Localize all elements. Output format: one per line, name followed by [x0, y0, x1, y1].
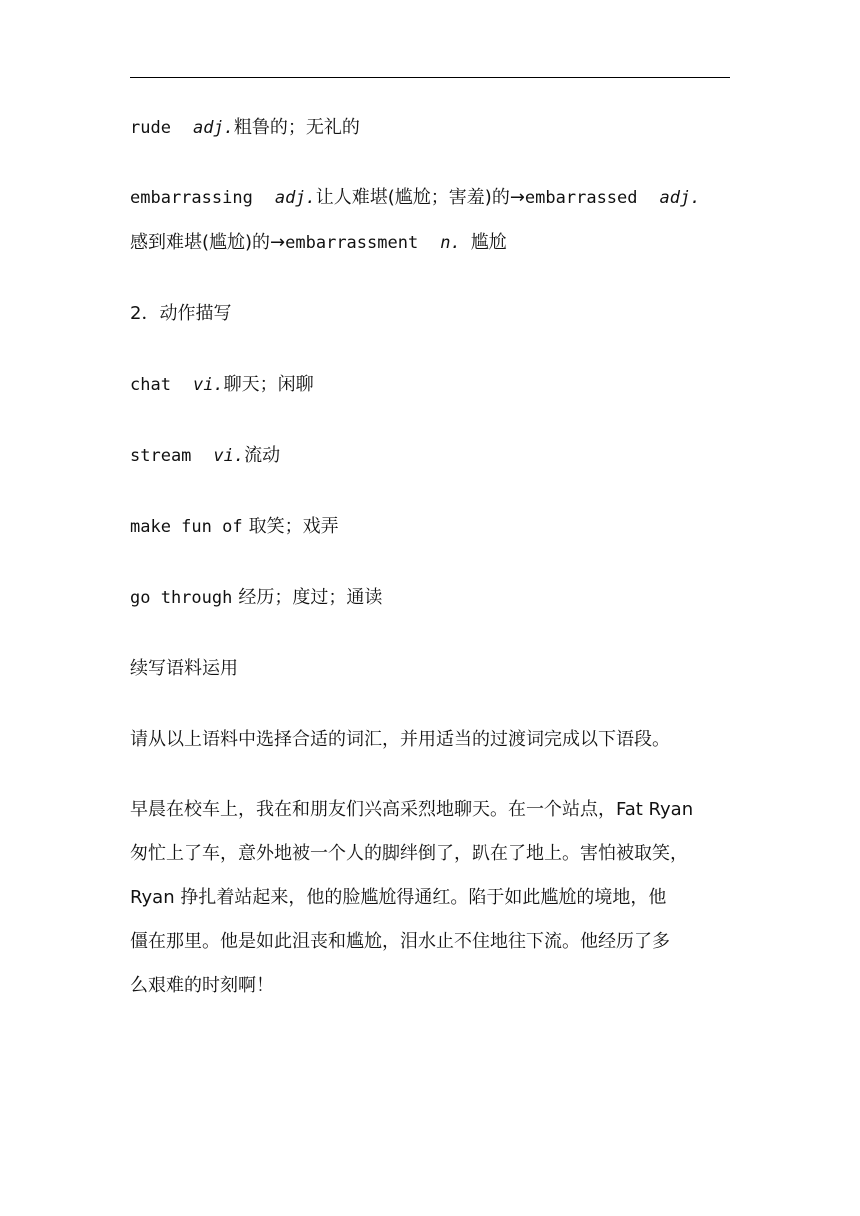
header-rule [130, 77, 730, 78]
vocab-meaning: 聊天；闲聊 [223, 374, 314, 395]
vocab-meaning: 流动 [244, 445, 281, 466]
phrase-meaning: 经历；度过；通读 [238, 587, 383, 608]
paragraph-line: 僵在那里。他是如此沮丧和尴尬，泪水止不住地往下流。他经历了多 [130, 931, 670, 952]
phrase: make fun of [130, 517, 243, 537]
section-heading: 2．动作描写 [130, 303, 232, 324]
vocab-word: stream [130, 446, 192, 466]
paragraph-line: Ryan 挣扎着站起来，他的脸尴尬得通红。陷于如此尴尬的境地，他 [130, 887, 667, 908]
part-of-speech: adj. [192, 118, 234, 138]
part-of-speech: adj. [659, 188, 701, 208]
phrase: go through [130, 588, 233, 608]
part-of-speech: adj. [274, 188, 316, 208]
vocab-word: embarrassing [130, 188, 253, 208]
paragraph-line: 早晨在校车上，我在和朋友们兴高采烈地聊天。在一个站点，Fat Ryan [130, 799, 694, 820]
paragraph-line: 么艰难的时刻啊！ [130, 975, 274, 996]
vocab-meaning: 尴尬 [470, 232, 507, 253]
practice-paragraph [130, 795, 730, 1015]
vocab-word: rude [130, 118, 171, 138]
vocab-entry-embarrassing [130, 186, 730, 210]
practice-heading: 续写语料运用 [130, 658, 238, 679]
vocab-entry-stream [130, 444, 730, 468]
vocab-entry-chat [130, 373, 730, 397]
vocab-entry-embarrassing-cont [130, 231, 730, 255]
practice-instruction: 请从以上语料中选择合适的词汇，并用适当的过渡词完成以下语段。 [130, 729, 670, 750]
vocab-entry-rude [130, 116, 730, 140]
phrase-entry-make-fun-of [130, 515, 730, 539]
phrase-meaning: 取笑；戏弄 [248, 516, 339, 537]
paragraph-line: 匆忙上了车，意外地被一个人的脚绊倒了，趴在了地上。害怕被取笑， [130, 843, 688, 864]
part-of-speech: n. [440, 233, 461, 253]
part-of-speech: vi. [192, 375, 224, 395]
vocab-meaning: 让人难堪(尴尬；害羞)的→ [315, 187, 525, 208]
phrase-entry-go-through [130, 586, 730, 610]
vocab-meaning: 粗鲁的；无礼的 [233, 117, 360, 138]
vocab-meaning: 感到难堪(尴尬)的→ [130, 232, 286, 253]
vocab-word-derived: embarrassed [524, 188, 638, 208]
vocab-word-derived: embarrassment [285, 233, 419, 253]
part-of-speech: vi. [213, 446, 245, 466]
vocab-word: chat [130, 375, 171, 395]
